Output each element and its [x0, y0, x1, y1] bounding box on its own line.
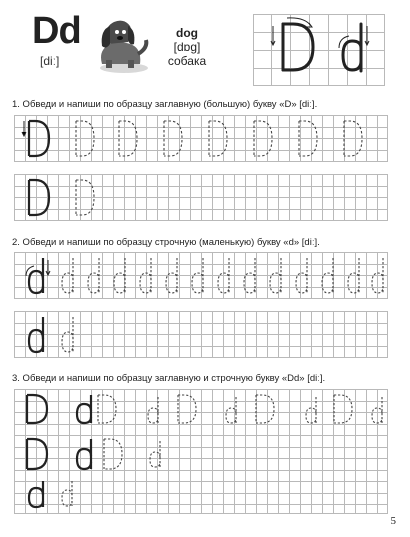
dog-illustration — [88, 14, 154, 76]
letter-transcription: [diː] — [40, 54, 60, 68]
task-2-instruction: 2. Обведи и напиши по образцу строчную (маленькую) букву «d» [diː]. — [12, 237, 320, 248]
task-3-instruction: 3. Обведи и напиши по образцу заглавную и строчную букву «Dd» [diː]. — [12, 373, 326, 384]
task-2-write-row — [14, 311, 388, 358]
letter-title: Dd — [32, 10, 81, 52]
word-english: dog — [176, 26, 198, 40]
page-number: 5 — [390, 515, 396, 527]
task-1-write-row — [14, 174, 388, 221]
task-3-write-area — [14, 389, 388, 514]
task-2-trace-row — [14, 252, 388, 299]
word-transcription: [dɒg] — [173, 40, 201, 54]
task-1-instruction: 1. Обведи и напиши по образцу заглавную (большую) букву «D» [diː]. — [12, 99, 318, 110]
task-1-trace-row — [14, 115, 388, 162]
word-translation: собака — [167, 54, 207, 68]
model-letter-grid — [253, 14, 385, 86]
